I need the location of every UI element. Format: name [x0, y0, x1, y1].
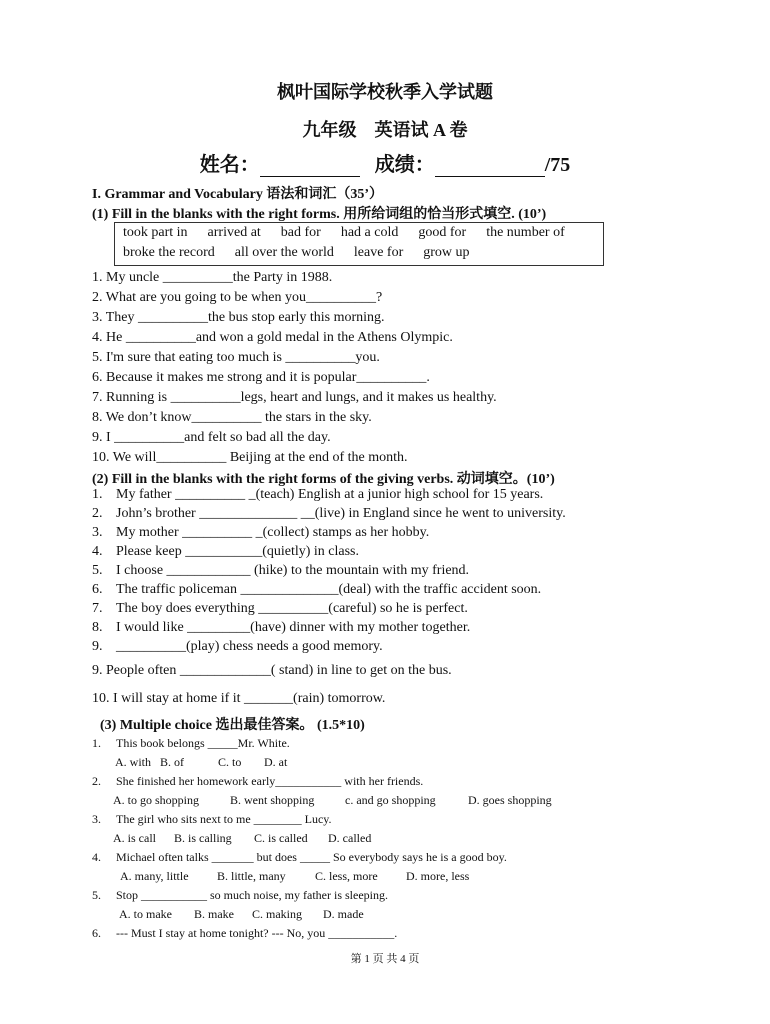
question-line	[92, 487, 543, 503]
mc-question	[92, 850, 507, 865]
question-number: 6.	[92, 926, 101, 940]
question-line: 2. What are you going to be when you__________?	[92, 290, 383, 305]
question-number: 8.	[92, 620, 103, 635]
score-label: 成绩：	[374, 154, 435, 176]
question-number: 5.	[92, 888, 101, 902]
question-number: 2.	[92, 774, 101, 788]
question-line: 4. He __________and won a gold medal in the Athens Olympic.	[92, 330, 453, 345]
mc-option[interactable]: C. making	[252, 907, 302, 921]
question-text: My mother __________ _(collect) stamps as her hobby.	[116, 525, 430, 540]
question-line	[92, 525, 429, 541]
question-line: 3. They __________the bus stop early this morning.	[92, 310, 385, 325]
section-title: I. Grammar and Vocabulary 语法和词汇（35’）	[92, 187, 384, 202]
question-text: __________(play) chess needs a good memory.	[116, 639, 383, 654]
word-bank-item: bad for	[280, 225, 321, 240]
question-text: I choose ____________ (hike) to the mountain with my friend.	[116, 563, 470, 578]
word-bank-box	[114, 222, 604, 266]
question-line: 7. Running is __________legs, heart and lungs, and it makes us healthy.	[92, 390, 497, 405]
question-line: 5. I'm sure that eating too much is __________you.	[92, 350, 380, 365]
mc-option[interactable]: B. went shopping	[230, 793, 315, 807]
mc-question	[92, 812, 332, 827]
question-text: This book belongs _____Mr. White.	[116, 736, 290, 750]
question-number: 3.	[92, 812, 101, 826]
question-line	[92, 582, 541, 598]
question-line: 10. I will stay at home if it _______(rain) tomorrow.	[92, 691, 386, 706]
question-number: 4.	[92, 850, 101, 864]
part1-title: (1) Fill in the blanks with the right forms. 用所给词组的恰当形式填空. (10’)	[92, 207, 547, 222]
score-total: /75	[544, 154, 571, 176]
school-title: 枫叶国际学校秋季入学试题	[277, 82, 493, 102]
mc-option[interactable]: B. little, many	[217, 869, 286, 883]
question-number: 2.	[92, 506, 103, 521]
question-text: The boy does everything __________(careful) so he is perfect.	[116, 601, 468, 616]
mc-option[interactable]: A. is call	[113, 831, 156, 845]
mc-option[interactable]: D. more, less	[406, 869, 470, 883]
question-number: 4.	[92, 544, 103, 559]
question-line: 6. Because it makes me strong and it is popular__________.	[92, 370, 430, 385]
mc-option[interactable]: B. of	[160, 755, 184, 769]
question-number: 5.	[92, 563, 103, 578]
question-text: Stop ___________ so much noise, my father is sleeping.	[116, 888, 388, 902]
question-line: 8. We don’t know__________ the stars in the sky.	[92, 410, 372, 425]
word-bank-row	[123, 245, 490, 261]
mc-option[interactable]: A. with	[115, 755, 151, 769]
mc-option[interactable]: D. goes shopping	[468, 793, 552, 807]
question-text: John’s brother ______________ __(live) in England since he went to university.	[116, 506, 566, 521]
question-text: --- Must I stay at home tonight? --- No, you ___________.	[116, 926, 398, 940]
question-text: The girl who sits next to me ________ Lucy.	[116, 812, 332, 826]
question-number: 7.	[92, 601, 103, 616]
part3-title: (3) Multiple choice 选出最佳答案。 (1.5*10)	[100, 718, 365, 733]
question-line	[92, 563, 469, 579]
grade-title: 九年级 英语试 A 卷	[302, 120, 468, 140]
mc-option[interactable]: A. to make	[119, 907, 172, 921]
mc-option[interactable]: C. is called	[254, 831, 308, 845]
mc-question	[92, 774, 423, 789]
question-line	[92, 506, 566, 522]
word-bank-item: took part in	[123, 225, 188, 240]
question-number: 6.	[92, 582, 103, 597]
word-bank-item: grow up	[423, 245, 470, 260]
word-bank-item: the number of	[486, 225, 565, 240]
question-number: 9.	[92, 639, 103, 654]
word-bank-item: had a cold	[340, 225, 399, 240]
name-label: 姓名：	[199, 154, 260, 176]
question-text: I would like _________(have) dinner with my mother together.	[116, 620, 471, 635]
mc-option[interactable]: D. made	[323, 907, 364, 921]
question-text: Michael often talks _______ but does _____ So everybody says he is a good boy.	[116, 850, 507, 864]
word-bank-item: all over the world	[234, 245, 334, 260]
word-bank-item: leave for	[353, 245, 404, 260]
question-text: My father __________ _(teach) English at a junior high school for 15 years.	[116, 487, 544, 502]
word-bank-item: good for	[418, 225, 467, 240]
question-text: She finished her homework early___________ with her friends.	[116, 774, 424, 788]
word-bank-item: broke the record	[123, 245, 215, 260]
page-footer: 第 1 页 共 4 页	[350, 953, 420, 965]
mc-question	[92, 926, 397, 941]
mc-option[interactable]: D. called	[328, 831, 372, 845]
word-bank-row	[123, 225, 585, 241]
question-line	[92, 544, 359, 560]
mc-option[interactable]: A. to go shopping	[113, 793, 200, 807]
question-number: 1.	[92, 487, 103, 502]
mc-option[interactable]: C. to	[218, 755, 242, 769]
mc-option[interactable]: B. is calling	[174, 831, 232, 845]
mc-option[interactable]: D. at	[264, 755, 288, 769]
mc-option[interactable]: C. less, more	[315, 869, 378, 883]
question-line: 9. People often _____________( stand) in line to get on the bus.	[92, 663, 452, 678]
mc-option[interactable]: c. and go shopping	[345, 793, 436, 807]
mc-question	[92, 888, 388, 903]
mc-question	[92, 736, 290, 751]
question-number: 1.	[92, 736, 101, 750]
question-line: 10. We will__________ Beijing at the end of the month.	[92, 450, 408, 465]
question-number: 3.	[92, 525, 103, 540]
name-score-row	[0, 148, 770, 177]
part2-title: (2) Fill in the blanks with the right forms of the giving verbs. 动词填空。(10’)	[92, 472, 555, 487]
score-blank[interactable]	[435, 156, 545, 177]
question-line	[92, 620, 470, 636]
mc-option[interactable]: B. make	[194, 907, 234, 921]
name-blank[interactable]	[260, 156, 360, 177]
question-text: Please keep ___________(quietly) in class.	[116, 544, 360, 559]
question-line: 9. I __________and felt so bad all the day.	[92, 430, 331, 445]
mc-option[interactable]: A. many, little	[120, 869, 189, 883]
question-line: 1. My uncle __________the Party in 1988.	[92, 270, 333, 285]
word-bank-item: arrived at	[207, 225, 261, 240]
question-line	[92, 601, 468, 617]
question-text: The traffic policeman ______________(deal) with the traffic accident soon.	[116, 582, 542, 597]
question-line	[92, 639, 383, 655]
